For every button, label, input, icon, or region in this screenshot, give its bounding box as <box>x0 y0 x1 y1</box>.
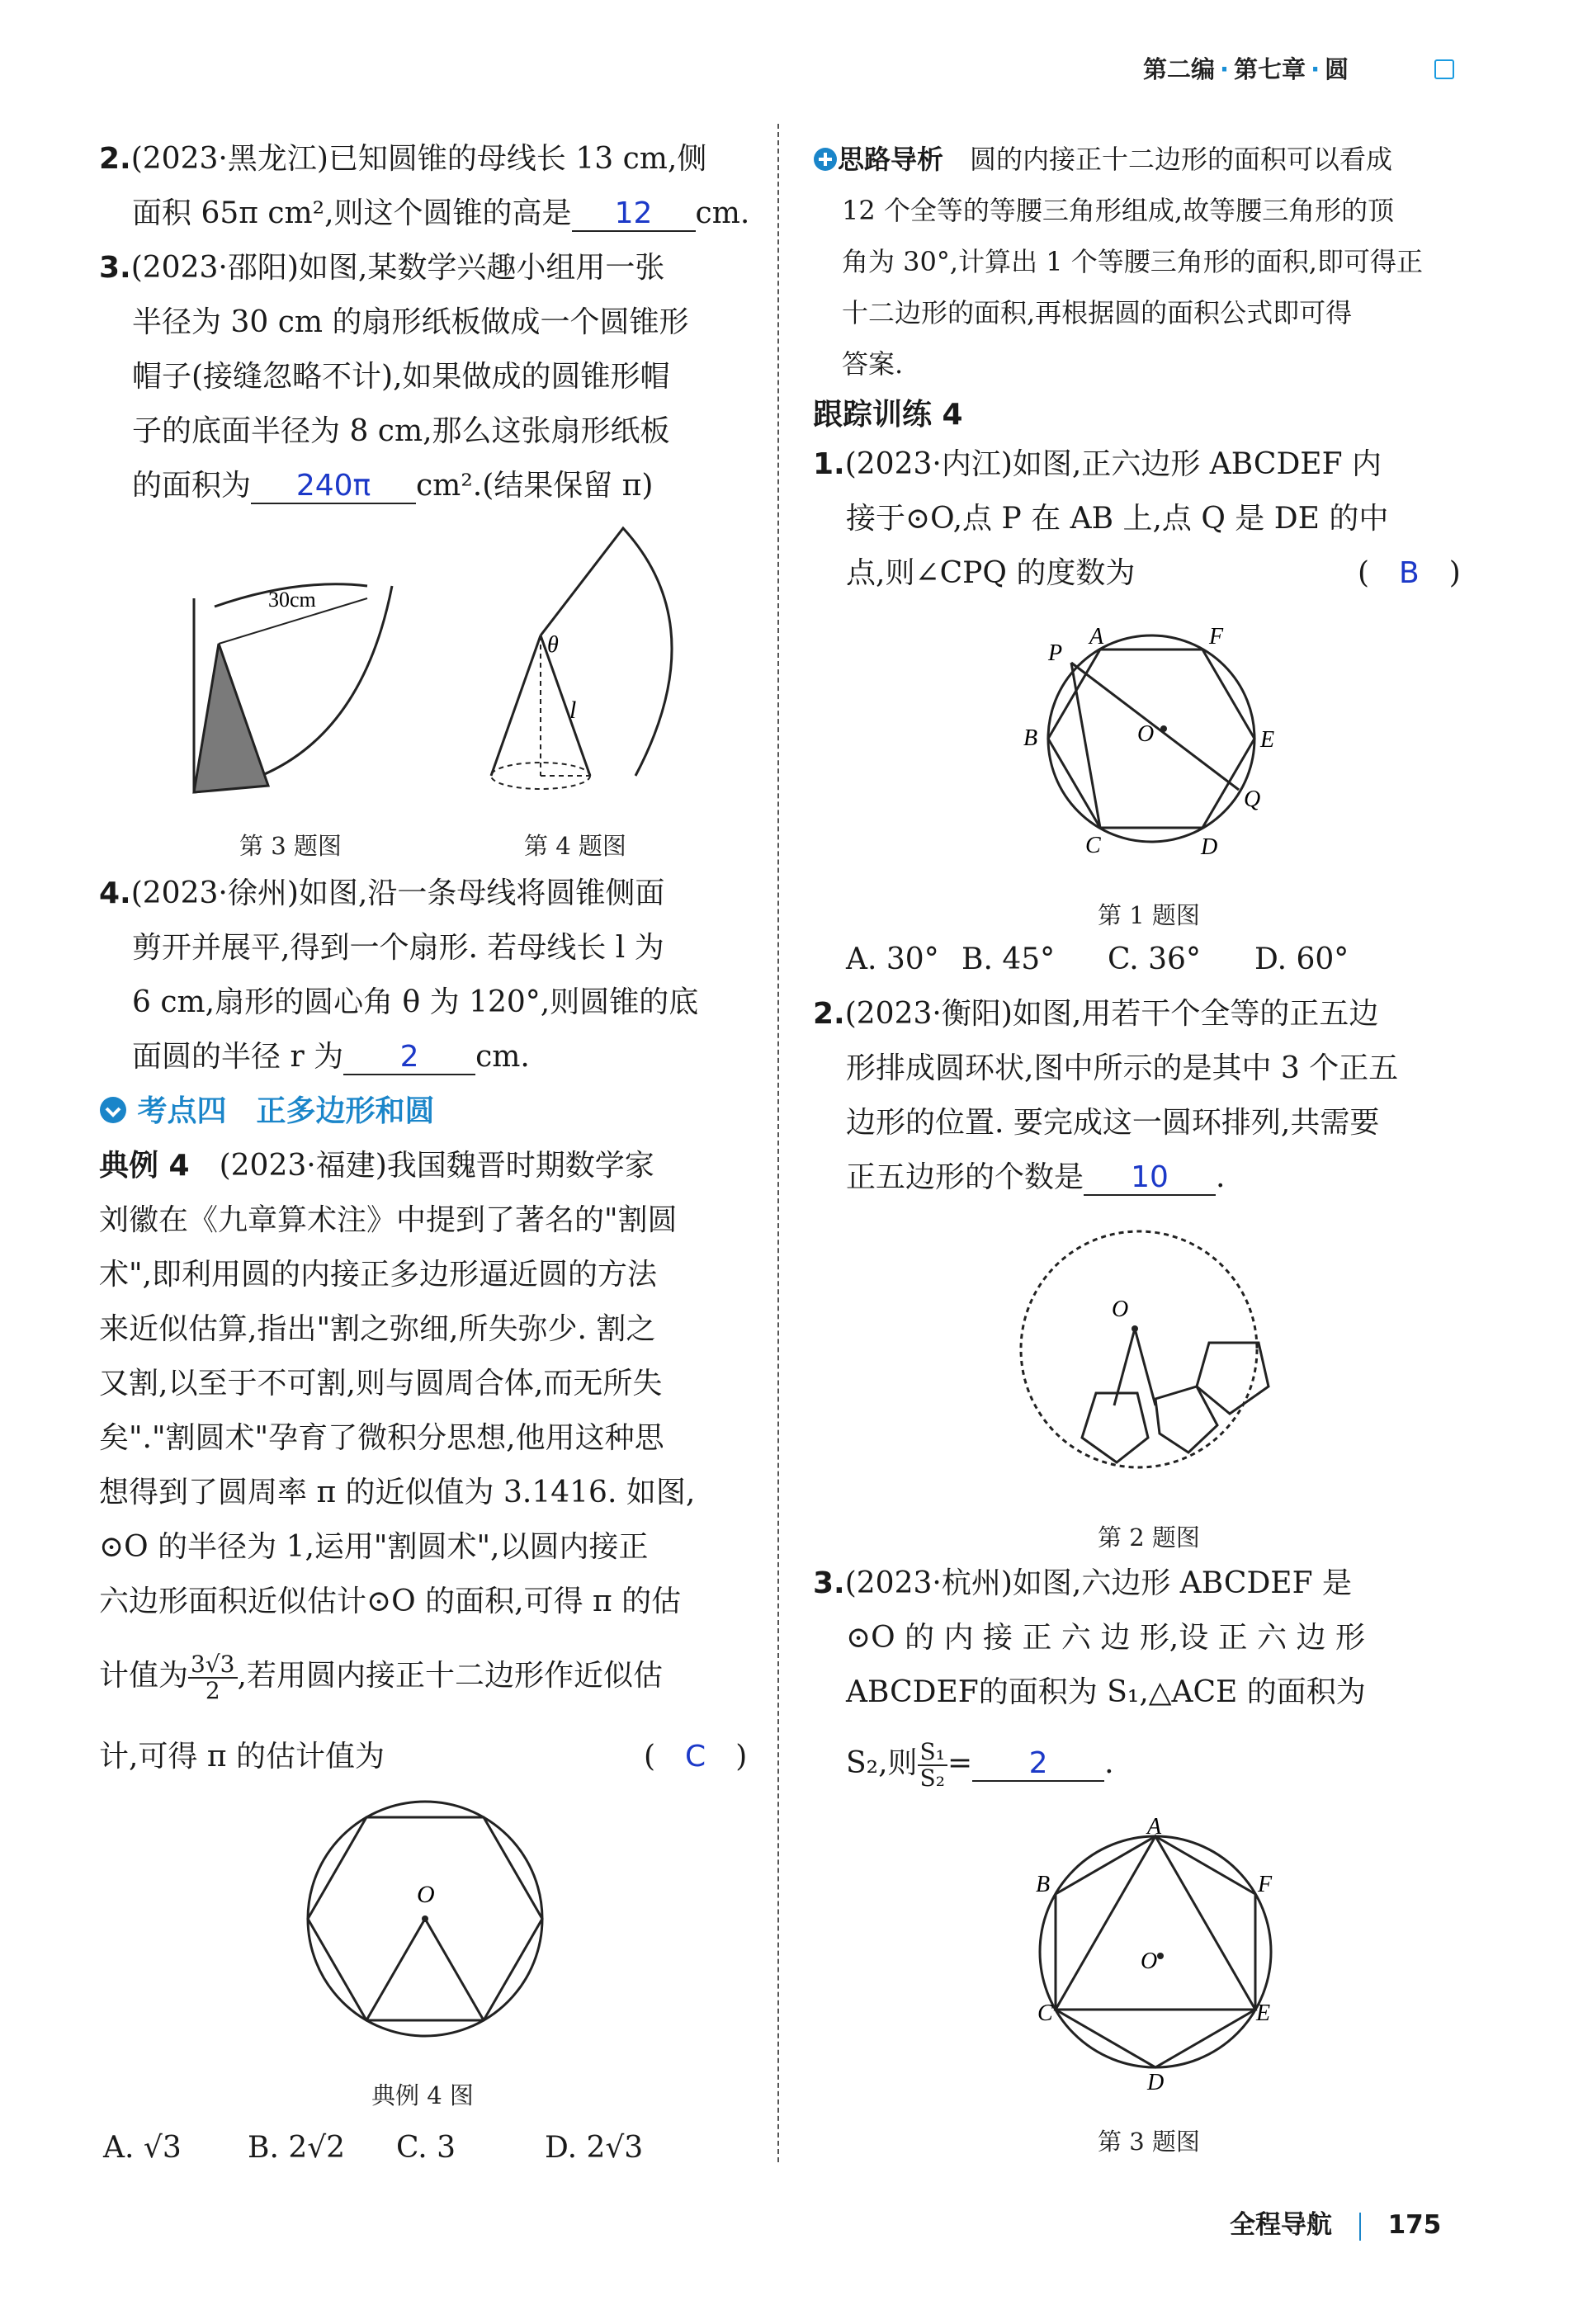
t3-pt-c: C <box>1037 2000 1053 2026</box>
q4-line4 <box>132 1030 530 1084</box>
t2-text1: (2023·衡阳)如图,用若干个全等的正五边 <box>844 997 1379 1031</box>
q2-text2b: cm. <box>695 196 750 230</box>
column-divider <box>777 124 779 2162</box>
t1-pt-q: Q <box>1244 786 1261 812</box>
ex4-text3: 术",即利用圆的内接正多边形逼近圆的方法 <box>99 1258 658 1292</box>
hint-text3: 角为 30°,计算出 1 个等腰三角形的面积,即可得正 <box>842 246 1423 277</box>
q4-answer: 2 <box>343 1041 475 1075</box>
q3-answer: 240π <box>251 470 416 504</box>
ex4-option-b: B. 2√2 <box>248 2131 346 2165</box>
t3-text4b: = <box>947 1746 973 1780</box>
q2-answer: 12 <box>572 197 696 232</box>
ex4-line10 <box>99 1649 663 1703</box>
t3-pt-b: B <box>1036 1872 1051 1897</box>
q3-text3: 帽子(接缝忽略不计),如果做成的圆锥形帽 <box>132 360 670 394</box>
header-part: 第二编 <box>1143 55 1216 83</box>
q4-line1 <box>99 867 664 921</box>
t1-option-a: A. 30° <box>846 942 939 976</box>
hint-title: 思路导析 <box>838 144 944 175</box>
q2-line1 <box>99 132 706 187</box>
ex4-line1 <box>99 1139 654 1193</box>
t1-caption: 第 1 题图 <box>1098 901 1200 929</box>
t3-pt-e: E <box>1256 2000 1271 2026</box>
t3-caption: 第 3 题图 <box>1098 2128 1200 2156</box>
fig3-label: 30cm <box>268 588 316 612</box>
footer-book: 全程导航 <box>1230 2210 1332 2240</box>
t1-text3: 点,则∠CPQ 的度数为 <box>846 556 1136 590</box>
section4-heading <box>99 1084 435 1139</box>
fig3-sector-figure <box>190 578 404 792</box>
ex4-answer-paren: ( C ) <box>644 1740 748 1774</box>
q3-number: 3. <box>99 251 131 285</box>
header-chapter: 第七章 <box>1234 55 1306 83</box>
t3-line4 <box>846 1736 1114 1791</box>
t1-pt-c: C <box>1085 833 1101 858</box>
t2-text4a: 正五边形的个数是 <box>846 1160 1084 1194</box>
fig4-l: l <box>569 697 577 724</box>
t2-text2: 形排成圆环状,图中所示的是其中 3 个正五 <box>846 1051 1399 1085</box>
ex4-text6: 矣"."割圆术"孕育了微积分思想,他用这种思 <box>99 1421 664 1455</box>
q3-text5a: 的面积为 <box>132 469 252 503</box>
t3-hexagon-figure <box>1036 1814 1273 2095</box>
t2-text3: 边形的位置. 要完成这一圆环排列,共需要 <box>846 1106 1380 1140</box>
hint-text4: 十二边形的面积,再根据圆的面积公式即可得 <box>842 297 1353 328</box>
ex4-text10a: 计值为 <box>99 1659 189 1693</box>
q3-text2: 半径为 30 cm 的扇形纸板做成一个圆锥形 <box>132 305 689 339</box>
t1-pt-o: O <box>1137 721 1155 747</box>
t3-frac-num: S₁ <box>918 1740 947 1766</box>
fig3-caption: 第 3 题图 <box>239 832 342 860</box>
t1-pt-f: F <box>1209 624 1224 649</box>
ex4-text4: 来近似估算,指出"割之弥细,所失弥少. 割之 <box>99 1312 656 1346</box>
q2-number: 2. <box>99 142 131 176</box>
t1-pt-a: A <box>1089 624 1104 649</box>
ex4-fig-o: O <box>417 1881 435 1908</box>
ex4-text9: 六边形面积近似估计⊙O 的面积,可得 π 的估 <box>99 1585 682 1618</box>
hint-text2: 12 个全等的等腰三角形组成,故等腰三角形的顶 <box>842 195 1395 226</box>
ex4-text10b: ,若用圆内接正十二边形作近似估 <box>237 1659 663 1693</box>
ex4-caption: 典例 4 图 <box>371 2081 474 2109</box>
t3-pt-f: F <box>1258 1872 1273 1897</box>
q4-text3: 6 cm,扇形的圆心角 θ 为 120°,则圆锥的底 <box>132 985 699 1019</box>
ex4-text2: 刘徽在《九章算术注》中提到了著名的"割圆 <box>99 1203 678 1237</box>
ex4-text5: 又割,以至于不可割,则与圆周合体,而无所失 <box>99 1367 663 1401</box>
hint-line1 <box>813 132 1392 187</box>
ex4-label: 典例 4 <box>99 1149 190 1183</box>
t3-pt-o: O <box>1141 1948 1158 1974</box>
hint-text5: 答案. <box>842 348 904 380</box>
ex4-text8: ⊙O 的半径为 1,运用"割圆术",以圆内接正 <box>99 1530 649 1564</box>
header-topic: 圆 <box>1325 55 1349 83</box>
t2-caption: 第 2 题图 <box>1098 1523 1200 1552</box>
t1-answer-paren: ( B ) <box>1358 556 1461 590</box>
ex4-option-c: C. 3 <box>396 2131 456 2165</box>
track-title: 跟踪训练 4 <box>813 398 963 432</box>
footer <box>1230 2204 1441 2241</box>
q2-line2 <box>132 187 749 241</box>
t3-line1 <box>813 1556 1352 1611</box>
t1-pt-p: P <box>1048 640 1063 666</box>
t3-pt-d: D <box>1147 2070 1165 2095</box>
q3-text1: (2023·邵阳)如图,某数学兴趣小组用一张 <box>130 251 665 285</box>
q3-text5b: cm².(结果保留 π) <box>416 469 654 503</box>
q4-text1: (2023·徐州)如图,沿一条母线将圆锥侧面 <box>130 876 665 910</box>
plus-icon <box>813 147 838 172</box>
footer-divider <box>1359 2213 1361 2241</box>
ex4-frac-num: 3√3 <box>188 1652 237 1679</box>
q4-number: 4. <box>99 876 131 910</box>
q2-text1: (2023·黑龙江)已知圆锥的母线长 13 cm,侧 <box>130 142 707 176</box>
t2-text4b: . <box>1216 1160 1226 1194</box>
ex4-frac-den: 2 <box>205 1677 220 1704</box>
t2-pentagon-figure <box>1019 1209 1300 1490</box>
t3-text4a: S₂,则 <box>846 1746 918 1780</box>
t3-pt-a: A <box>1147 1814 1162 1840</box>
t1-option-b: B. 45° <box>961 942 1056 976</box>
t1-answer: B <box>1399 556 1420 590</box>
t1-text1: (2023·内江)如图,正六边形 ABCDEF 内 <box>844 447 1382 481</box>
fig4-theta: θ <box>547 632 559 658</box>
section-badge-icon <box>99 1096 127 1124</box>
t3-answer: 2 <box>972 1747 1104 1782</box>
t2-answer: 10 <box>1084 1161 1216 1196</box>
t2-fig-o: O <box>1112 1297 1129 1322</box>
ex4-option-d: D. 2√3 <box>545 2131 644 2165</box>
t1-option-d: D. 60° <box>1254 942 1349 976</box>
fig4-caption: 第 4 题图 <box>524 832 626 860</box>
t2-line4 <box>846 1150 1225 1205</box>
page-header <box>1143 51 1349 85</box>
t3-frac-den: S₂ <box>919 1764 945 1792</box>
t3-text1: (2023·杭州)如图,六边形 ABCDEF 是 <box>844 1566 1353 1600</box>
t3-fraction <box>918 1740 947 1791</box>
q4-text2: 剪开并展平,得到一个扇形. 若母线长 l 为 <box>132 931 664 965</box>
t3-text2: ⊙O 的 内 接 正 六 边 形,设 正 六 边 形 <box>846 1621 1365 1655</box>
ex4-text1: (2023·福建)我国魏晋时期数学家 <box>219 1149 654 1183</box>
ex4-fraction <box>188 1652 237 1703</box>
t1-pt-e: E <box>1260 727 1275 753</box>
t1-pt-b: B <box>1023 725 1038 751</box>
q4-text4a: 面圆的半径 r 为 <box>132 1040 344 1074</box>
t1-pt-d: D <box>1201 834 1218 860</box>
t1-number: 1. <box>813 447 845 481</box>
q3-line1 <box>99 241 664 295</box>
t1-option-c: C. 36° <box>1108 942 1201 976</box>
q3-text4: 子的底面半径为 8 cm,那么这张扇形纸板 <box>132 414 670 448</box>
header-dot: · <box>1220 55 1230 83</box>
q4-text4b: cm. <box>475 1040 530 1074</box>
q3-line5 <box>132 459 653 513</box>
t2-line1 <box>813 987 1378 1042</box>
q2-text2a: 面积 65π cm²,则这个圆锥的高是 <box>132 196 572 230</box>
t1-hexagon-figure <box>1023 624 1275 860</box>
ex4-text11: 计,可得 π 的估计值为 <box>99 1740 385 1774</box>
t3-text3: ABCDEF的面积为 S₁,△ACE 的面积为 <box>846 1675 1366 1709</box>
check-icon <box>1434 59 1454 79</box>
header-dot-2: · <box>1311 55 1321 83</box>
footer-page-number: 175 <box>1387 2210 1442 2240</box>
t3-number: 3. <box>813 1566 845 1600</box>
t2-number: 2. <box>813 997 845 1031</box>
t1-line1 <box>813 437 1382 492</box>
ex4-option-a: A. √3 <box>103 2131 182 2165</box>
t1-text2: 接于⊙O,点 P 在 AB 上,点 Q 是 DE 的中 <box>846 502 1389 536</box>
ex4-hexagon-figure <box>305 1799 553 2047</box>
hint-text1: 圆的内接正十二边形的面积可以看成 <box>970 144 1393 175</box>
fig4-cone-figure <box>475 512 689 759</box>
ex4-text7: 想得到了圆周率 π 的近似值为 3.1416. 如图, <box>99 1476 696 1509</box>
t3-text4c: . <box>1104 1746 1114 1780</box>
ex4-answer: C <box>685 1740 706 1774</box>
section4-title: 考点四 正多边形和圆 <box>137 1094 435 1128</box>
